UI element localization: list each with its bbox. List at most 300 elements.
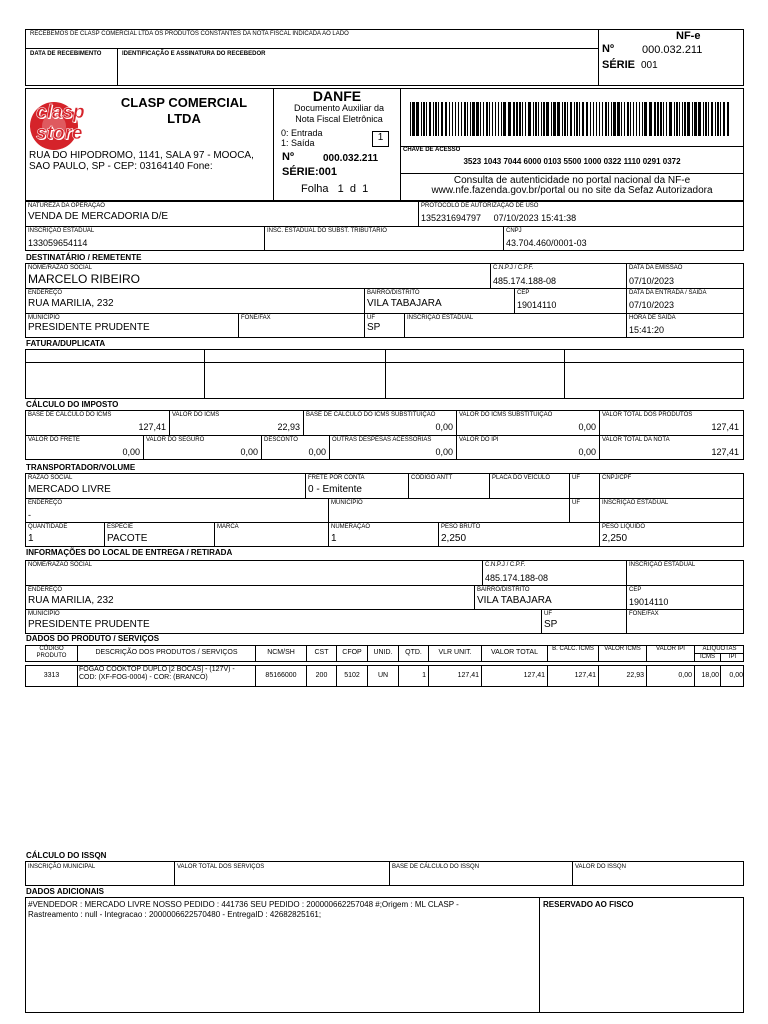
barcode-bar (513, 102, 515, 136)
divider (389, 861, 390, 886)
transp-razao: MERCADO LIVRE (28, 484, 111, 495)
barcode-bar (464, 102, 466, 136)
transp-bruto: 2,250 (441, 533, 467, 544)
barcode-bar (483, 102, 484, 136)
dest-uf-label: UF (367, 315, 375, 321)
divider (503, 226, 504, 251)
barcode-bar (508, 102, 511, 136)
transp-endereco-label: ENDEREÇO (28, 500, 63, 506)
divider (438, 522, 439, 547)
total-nota: 127,41 (711, 447, 739, 457)
divider (404, 313, 405, 338)
th-cfop: CFOP (342, 649, 362, 656)
protocolo-label: PROTOCOLO DE AUTORIZAÇÃO DE USO (421, 203, 539, 209)
icms-st: 0,00 (578, 422, 596, 432)
entrega-endereco: RUA MARILIA, 232 (28, 595, 114, 606)
barcode-bar (593, 102, 594, 136)
emitter-address-1: RUA DO HIPODROMO, 1141, SALA 97 - MOOCA, (29, 150, 254, 161)
th-vipi: VALOR IPI (656, 646, 685, 652)
barcode-bar (455, 102, 456, 136)
issqn-im-label: INSCRIÇÃO MUNICIPAL (28, 864, 96, 870)
transp-frete-label: FRETE POR CONTA (308, 475, 365, 481)
divider (25, 585, 744, 586)
entrega-uf-label: UF (544, 611, 552, 617)
barcode-bar (452, 102, 453, 136)
td-unid: UN (377, 672, 389, 679)
entrega-cpf: 485.174.188-08 (485, 573, 549, 583)
receipt-sign-label: IDENTIFICAÇÃO E ASSINATURA DO RECEBEDOR (122, 51, 266, 57)
divider (329, 435, 330, 460)
divider (408, 473, 409, 498)
consulta-line-1: Consulta de autenticidade no portal nacional da NF-e (453, 175, 691, 186)
barcode-bar (660, 102, 662, 136)
barcode-bar (657, 102, 659, 136)
td-aipi: 0,00 (729, 672, 743, 679)
barcode-bar (582, 102, 584, 136)
transp-razao-label: RAZÃO SOCIAL (28, 475, 73, 481)
ie-label: INSCRIÇÃO ESTADUAL (28, 228, 95, 234)
entrega-municipio: PRESIDENTE PRUDENTE (28, 619, 150, 630)
entrega-cep-label: CEP (629, 587, 642, 593)
divider (489, 473, 490, 498)
transp-numeracao-label: NUMERAÇÃO (331, 524, 371, 530)
barcode-bar (586, 102, 588, 136)
transp-municipio-label: MUNICÍPIO (331, 500, 363, 506)
barcode-bar (546, 102, 549, 136)
total-prod-label: VALOR TOTAL DOS PRODUTOS (602, 412, 693, 418)
receipt-text: RECEBEMOS DE CLASP COMERCIAL LTDA OS PRODUTOS CONSTANTES DA NOTA FISCAL INDICADA AO LADO (30, 31, 349, 37)
protocolo-value: 135231694797 07/10/2023 15:41:38 (421, 213, 577, 223)
barcode-bar (567, 102, 568, 136)
barcode-bar (516, 102, 518, 136)
transp-antt-label: CODIGO ANTT (411, 475, 453, 481)
barcode-bar (633, 102, 634, 136)
logo-word-store: store (36, 123, 83, 144)
danfe-saida: 1: Saída (281, 138, 315, 148)
transp-uf2-label: UF (572, 500, 580, 506)
barcode-image (410, 102, 732, 136)
barcode-bar (557, 102, 560, 136)
receipt-date-label: DATA DE RECEBIMENTO (30, 51, 102, 57)
td-vlr-unit: 127,41 (457, 672, 479, 679)
barcode-svg (410, 102, 732, 136)
barcode-bar (574, 102, 575, 136)
th-vlr-unit: VLR UNIT. (438, 649, 472, 656)
barcode-bar (412, 102, 415, 136)
barcode-bar (654, 102, 656, 136)
produtos-section-title: DADOS DO PRODUTO / SERVIÇOS (26, 634, 160, 643)
barcode-bar (564, 102, 566, 136)
divider (564, 349, 565, 399)
barcode-bar (423, 102, 425, 136)
th-aicms: ICMS (700, 654, 715, 660)
outras-label: OUTRAS DESPESAS ACESSÓRIAS (332, 437, 432, 443)
divider (626, 560, 627, 634)
divider (143, 435, 144, 460)
barcode-bar (543, 102, 545, 136)
transp-endereco: - (28, 510, 31, 520)
divider (214, 522, 215, 547)
barcode-bar (538, 102, 539, 136)
bc-st: 0,00 (435, 422, 453, 432)
issqn-section-title: CÁLCULO DO ISSQN (26, 851, 107, 860)
divider (626, 263, 627, 338)
barcode-bar (708, 102, 709, 136)
barcode-bar (636, 102, 637, 136)
barcode-bar (590, 102, 591, 136)
barcode-bar (599, 102, 600, 136)
dest-municipio-label: MUNICÍPIO (28, 315, 60, 321)
cnpj-value: 43.704.460/0001-03 (506, 238, 587, 248)
td-aicms: 18,00 (701, 672, 719, 679)
barcode-bar (461, 102, 462, 136)
adicionais-section-title: DADOS ADICIONAIS (26, 887, 104, 896)
dest-emissao-label: DATA DA EMISSÃO (629, 265, 683, 271)
barcode-bar (533, 102, 534, 136)
barcode-bar (519, 102, 521, 136)
th-qtd: QTD. (405, 649, 422, 656)
issqn-block (25, 861, 744, 886)
th-cst: CST (314, 649, 329, 656)
td-cfop: 5102 (344, 672, 360, 679)
entrega-fone-label: FONE/FAX (629, 611, 659, 617)
barcode-bar (611, 102, 612, 136)
dest-endereco: RUA MARILIA, 232 (28, 298, 114, 309)
barcode-bar (639, 102, 640, 136)
natureza-value: VENDA DE MERCADORIA D/E (28, 211, 169, 222)
divider (25, 498, 744, 499)
divider (264, 226, 265, 251)
icms-st-label: VALOR DO ICMS SUBSTITUIÇÃO (459, 412, 553, 418)
barcode-bar (495, 102, 496, 136)
barcode-bar (472, 102, 475, 136)
divider (117, 48, 118, 86)
dest-nome: MARCELO RIBEIRO (28, 272, 141, 286)
entrega-bairro-label: BAIRRO/DISTRITO (477, 587, 530, 593)
divider (25, 288, 744, 289)
barcode-bar (682, 102, 683, 136)
barcode-bar (410, 102, 411, 136)
dest-nome-label: NOME/RAZÃO SOCIAL (28, 265, 93, 271)
receipt-nfe-label: NF-e (676, 30, 701, 42)
barcode-bar (467, 102, 468, 136)
entrega-bairro: VILA TABAJARA (477, 595, 552, 606)
barcode-bar (470, 102, 471, 136)
divider (25, 435, 744, 436)
receipt-numero: 000.032.211 (642, 44, 703, 56)
danfe-numero-label: Nº (282, 151, 294, 163)
danfe-subtitle-1: Documento Auxiliar da (293, 103, 385, 113)
barcode-bar (666, 102, 667, 136)
divider (238, 313, 239, 338)
divider (490, 263, 491, 288)
emitter-name-1: CLASP COMERCIAL (120, 95, 248, 110)
divider (456, 435, 457, 460)
barcode-bar (694, 102, 697, 136)
issqn-serv-label: VALOR TOTAL DOS SERVIÇOS (177, 864, 265, 870)
divider (261, 435, 262, 460)
divider (305, 473, 306, 498)
divider (599, 410, 600, 460)
barcode-bar (711, 102, 713, 136)
barcode-bar (458, 102, 459, 136)
divider (25, 48, 598, 49)
barcode-bar (644, 102, 647, 136)
danfe-title: DANFE (312, 88, 362, 104)
divider (174, 861, 175, 886)
th-aliquotas: ALIQUOTAS (702, 646, 737, 652)
barcode-bar (674, 102, 675, 136)
td-vipi: 0,00 (678, 672, 692, 679)
fatura-section-title: FATURA/DUPLICATA (26, 339, 106, 348)
barcode-bar (438, 102, 439, 136)
dest-cpf: 485.174.188-08 (493, 276, 557, 286)
icms-label: VALOR DO ICMS (172, 412, 220, 418)
td-codigo: 3313 (43, 672, 60, 679)
barcode-bar (630, 102, 631, 136)
barcode-bar (605, 102, 607, 136)
barcode-bar (421, 102, 422, 136)
receipt-serie: 001 (641, 60, 658, 71)
danfe-folha: Folha 1 d 1 (301, 183, 369, 195)
danfe-entrada: 0: Entrada (281, 128, 323, 138)
barcode-bar (528, 102, 531, 136)
entrega-cep: 19014110 (629, 597, 669, 607)
receipt-numero-label: Nº (602, 43, 614, 55)
barcode-bar (679, 102, 680, 136)
th-descricao: DESCRIÇÃO DOS PRODUTOS / SERVIÇOS (95, 649, 238, 656)
barcode-bar (602, 102, 603, 136)
divider (400, 173, 744, 174)
td-vicms: 22,93 (626, 672, 644, 679)
bc-icms: 127,41 (138, 422, 166, 432)
entrega-endereco-label: ENDEREÇO (28, 587, 63, 593)
barcode-bar (613, 102, 616, 136)
divider (328, 498, 329, 547)
barcode-bar (541, 102, 542, 136)
dest-endereco-label: ENDEREÇO (28, 290, 63, 296)
transp-especie: PACOTE (107, 533, 148, 544)
entrega-cpf-label: C.N.P.J / C.P.F. (485, 562, 526, 568)
icms: 22,93 (277, 422, 300, 432)
logo-word-clasp: clasp (36, 102, 85, 123)
transp-liquido-label: PESO LIQUIDO (602, 524, 646, 530)
clasp-store-logo (30, 96, 96, 156)
iest-label: INSC. ESTADUAL DO SUBST. TRIBUTÁRIO (267, 228, 387, 234)
td-qtd: 1 (422, 672, 426, 679)
divider (77, 665, 78, 687)
issqn-bc-label: BASE DE CÁLCULO DO ISSQN (392, 864, 480, 870)
danfe-numero: 000.032.211 (323, 153, 379, 164)
transp-especie-label: ESPECIE (107, 524, 134, 530)
entrega-municipio-label: MUNICÍPIO (28, 611, 60, 617)
barcode-bar (576, 102, 578, 136)
divider (539, 897, 540, 1013)
transp-bruto-label: PESO BRUTO (441, 524, 481, 530)
frete-label: VALOR DO FRETE (28, 437, 80, 443)
barcode-bar (720, 102, 721, 136)
divider (598, 29, 599, 86)
barcode-bar (476, 102, 479, 136)
barcode-bar (642, 102, 643, 136)
barcode-bar (698, 102, 701, 136)
transp-liquido: 2,250 (602, 533, 628, 544)
barcode-bar (480, 102, 481, 136)
dest-entrada-label: DATA DA ENTRADA / SAIDA (629, 290, 707, 296)
transp-cnpj-label: CNPJ/CPF (602, 475, 632, 481)
th-vicms: VALOR ICMS (604, 646, 641, 652)
imposto-section-title: CÁLCULO DO IMPOSTO (26, 400, 119, 409)
barcode-bar (723, 102, 725, 136)
bc-icms-label: BASE DE CÁLCULO DO ICMS (28, 412, 112, 418)
td-valor-total: 127,41 (523, 672, 545, 679)
emitter-name-2: LTDA (167, 111, 201, 126)
dest-hora-label: HORA DE SAÍDA (629, 315, 676, 321)
divider (541, 609, 542, 634)
barcode-bar (627, 102, 629, 136)
adicionais-text-1: #VENDEDOR : MERCADO LIVRE NOSSO PEDIDO : 441736 SEU PEDIDO : 200000662257048 #;Origem : ML CLASP - (28, 900, 459, 909)
chave-label: CHAVE DE ACESSO (403, 147, 461, 153)
dest-cpf-label: C.N.P.J / C.P.F. (493, 265, 534, 271)
barcode-bar (663, 102, 664, 136)
dest-cep-label: CEP (517, 290, 530, 296)
transp-qtd-label: QUANTIDADE (28, 524, 68, 530)
entrega-nome-label: NOME/RAZÃO SOCIAL (28, 562, 93, 568)
barcode-bar (522, 102, 523, 136)
barcode-bar (435, 102, 437, 136)
dest-ie-label: INSCRIÇÃO ESTADUAL (407, 315, 474, 321)
consulta-line-2: www.nfe.fazenda.gov.br/portal ou no site da Sefaz Autorizadora (431, 185, 713, 196)
barcode-bar (596, 102, 597, 136)
td-descricao: FOGAO COOKTOP DUPLO [2 BOCAS] - (127V) - COD: (XF-FOG-0004) - COR: (BRANCO) (79, 666, 235, 681)
barcode-bar (429, 102, 431, 136)
total-prod: 127,41 (711, 422, 739, 432)
barcode-bar (692, 102, 693, 136)
dest-fone-label: FONE/FAX (241, 315, 271, 321)
dest-entrada: 07/10/2023 (629, 300, 675, 310)
ipi: 0,00 (578, 447, 596, 457)
divider (25, 226, 744, 227)
divider (482, 560, 483, 585)
th-valor-total: VALOR TOTAL (491, 649, 538, 656)
barcode-bar (703, 102, 704, 136)
reservado-fisco: RESERVADO AO FISCO (543, 900, 634, 909)
divider (569, 473, 570, 522)
desconto: 0,00 (308, 447, 326, 457)
barcode-bar (717, 102, 719, 136)
barcode-bar (676, 102, 678, 136)
dest-bairro: VILA TABAJARA (367, 298, 442, 309)
danfe-subtitle-2: Nota Fiscal Eletrônica (295, 114, 383, 124)
transp-qtd: 1 (28, 533, 34, 544)
barcode-bar (416, 102, 419, 136)
ipi-label: VALOR DO IPI (459, 437, 499, 443)
dest-cep: 19014110 (517, 300, 557, 310)
desconto-label: DESCONTO (264, 437, 298, 443)
barcode-bar (489, 102, 490, 136)
barcode-bar (687, 102, 690, 136)
entrega-ie-label: INSCRIÇÃO ESTADUAL (629, 562, 696, 568)
barcode-bar (649, 102, 652, 136)
issqn-valor-label: VALOR DO ISSQN (575, 864, 626, 870)
barcode-bar (445, 102, 447, 136)
barcode-bar (525, 102, 526, 136)
transp-section-title: TRANSPORTADOR/VOLUME (26, 463, 136, 472)
divider (25, 313, 744, 314)
divider (385, 349, 386, 399)
barcode-bar (705, 102, 707, 136)
dest-hora: 15:41:20 (629, 325, 665, 335)
transp-frete: 0 - Emitente (308, 484, 362, 495)
barcode-bar (579, 102, 580, 136)
transp-uf-label: UF (572, 475, 580, 481)
dest-section-title: DESTINATÁRIO / REMETENTE (26, 253, 142, 262)
barcode-bar (503, 102, 506, 136)
barcode-bar (727, 102, 729, 136)
total-nota-label: VALOR TOTAL DA NOTA (602, 437, 670, 443)
barcode-bar (570, 102, 572, 136)
divider (104, 522, 105, 547)
td-cst: 200 (315, 672, 328, 679)
barcode-bar (449, 102, 450, 136)
divider (514, 288, 515, 313)
barcode-bar (441, 102, 443, 136)
emitter-address-2: SAO PAULO, SP - CEP: 03164140 Fone: (29, 161, 213, 172)
barcode-bar (433, 102, 434, 136)
divider (25, 522, 744, 523)
bc-st-label: BASE DE CÁLCULO DO ICMS SUBSTITUIÇÃO (306, 412, 436, 418)
dest-emissao: 07/10/2023 (629, 276, 675, 286)
td-ncm: 85166000 (265, 672, 297, 679)
divider (364, 288, 365, 338)
dest-uf: SP (367, 322, 381, 333)
ie-value: 133059654114 (28, 238, 88, 248)
divider (456, 410, 457, 435)
cnpj-label: CNPJ (506, 228, 522, 234)
barcode-bar (624, 102, 625, 136)
barcode-bar (501, 102, 502, 136)
transp-numeracao: 1 (331, 533, 337, 544)
th-unid: UNID. (373, 649, 393, 656)
danfe-tipo: 1 (377, 132, 384, 143)
danfe-serie: SÉRIE:001 (282, 166, 338, 178)
barcode-bar (715, 102, 716, 136)
barcode-bar (617, 102, 620, 136)
td-bcalc: 127,41 (574, 672, 596, 679)
transp-placa-label: PLACA DO VEÍCULO (492, 475, 551, 481)
barcode-bar (608, 102, 609, 136)
divider (418, 201, 419, 226)
divider (599, 473, 600, 547)
seguro: 0,00 (240, 447, 258, 457)
natureza-label: NATUREZA DA OPERAÇÃO (28, 203, 105, 209)
barcode-bar (535, 102, 537, 136)
th-codigo: CÓDIGO PRODUTO (36, 646, 67, 659)
barcode-bar (562, 102, 563, 136)
transp-ie-label: INSCRIÇÃO ESTADUAL (602, 500, 669, 506)
th-ncm: NCM/SH (267, 649, 295, 656)
outras: 0,00 (435, 447, 453, 457)
adicionais-text-2: Rastreamento : null - Integracao : 2000006622570480 - EntregaID : 42682825161; (28, 910, 322, 919)
barcode-bar (684, 102, 686, 136)
th-aipi: IPI (728, 654, 737, 660)
barcode-bar (669, 102, 672, 136)
barcode-bar (492, 102, 493, 136)
chave-value: 3523 1043 7044 6000 0103 5500 1000 0322 1110 0291 0372 (463, 157, 681, 166)
divider (25, 609, 744, 610)
divider (303, 410, 304, 435)
barcode-bar (498, 102, 499, 136)
